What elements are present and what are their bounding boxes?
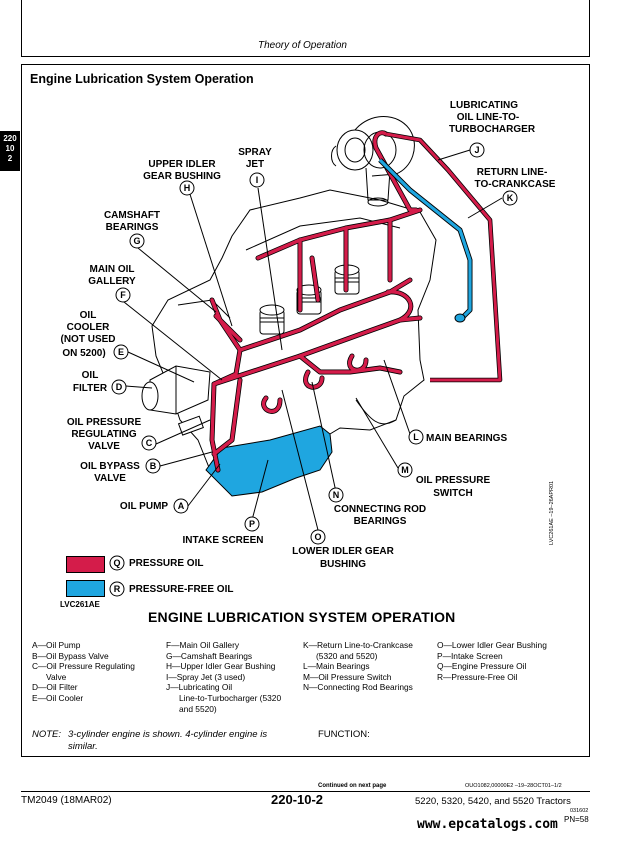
key-item: B—Oil Bypass Valve [32, 650, 109, 661]
label-g-line1: CAMSHAFT [103, 210, 161, 221]
footer-models: 5220, 5320, 5420, and 5520 Tractors [415, 796, 571, 807]
key-item: R—Pressure-Free Oil [437, 671, 518, 682]
label-i-line1: SPRAY [238, 147, 272, 158]
continued-notice: Continued on next page [318, 783, 387, 789]
label-l-line1: MAIN BEARINGS [426, 433, 508, 444]
label-e-line1: OIL [79, 310, 97, 321]
key-item: D—Oil Filter [32, 682, 78, 693]
key-item: I—Spray Jet (3 used) [166, 671, 246, 682]
return-line-fitting [455, 314, 465, 322]
note-text: 3-cylinder engine is shown. 4-cylinder engine is similar. [68, 729, 268, 752]
label-n-line1: CONNECTING ROD [333, 504, 427, 515]
label-m-line2: SWITCH [433, 488, 473, 499]
key-item: M—Oil Pressure Switch [303, 671, 392, 682]
callout-letter-a: A [177, 501, 185, 511]
note-label: NOTE: [32, 729, 62, 740]
callout-letter-i: I [255, 175, 259, 185]
key-item: F—Main Oil Gallery [166, 640, 240, 650]
figure-title: ENGINE LUBRICATION SYSTEM OPERATION [148, 609, 456, 625]
key-item: N—Connecting Rod Bearings [303, 682, 413, 693]
label-h-line2: GEAR BUSHING [143, 171, 221, 182]
function-label: FUNCTION: [318, 729, 370, 740]
key-item: E—Oil Cooler [32, 692, 84, 703]
label-b-line1: OIL BYPASS [80, 461, 140, 472]
callout-letter-c: C [145, 438, 153, 448]
box-title: Engine Lubrication System Operation [30, 72, 254, 86]
watermark-url[interactable]: www.epcatalogs.com [417, 817, 558, 832]
legend-q-label: PRESSURE OIL [129, 558, 204, 569]
key-item: H—Upper Idler Gear Bushing [166, 661, 276, 672]
label-o-line1: LOWER IDLER GEAR [292, 546, 394, 557]
key-item: Line-to-Turbocharger (5320 [179, 692, 282, 703]
callout-letter-e: E [117, 347, 125, 357]
legend-pressure-free-swatch [66, 580, 105, 597]
label-d-line2: FILTER [72, 383, 108, 394]
piston-1 [260, 305, 284, 334]
label-j-line3: TURBOCHARGER [448, 124, 536, 135]
callout-letter-h: H [183, 183, 191, 193]
label-n-line2: BEARINGS [353, 516, 407, 527]
callout-letter-f: F [120, 290, 126, 300]
callout-letter-p: P [248, 519, 256, 529]
reference-code: OUO1082,00000E2 –19–28OCT01–1/2 [465, 783, 562, 789]
figure-code: LVC261AE [60, 600, 100, 609]
callout-letter-k: K [506, 193, 514, 203]
vertical-figure-code: LVC261AE –19–26APR01 [549, 480, 555, 545]
label-e-line4: ON 5200) [62, 348, 106, 359]
key-column-3 [303, 640, 413, 693]
key-item: P—Intake Screen [437, 650, 503, 661]
key-item: O—Lower Idler Gear Bushing [437, 640, 547, 650]
label-p-line1: INTAKE SCREEN [182, 535, 264, 546]
tab-line-2: 10 [5, 144, 15, 153]
header-title: Theory of Operation [258, 40, 347, 51]
label-f-line1: MAIN OIL [89, 264, 135, 275]
label-c-line2: REGULATING [71, 429, 137, 440]
legend-pressure-swatch [66, 556, 105, 573]
label-m-line1: OIL PRESSURE [415, 475, 491, 486]
key-item: J—Lubricating Oil [166, 682, 233, 693]
key-column-4 [437, 640, 547, 682]
label-b-line2: VALVE [94, 473, 126, 484]
label-j-line2: OIL LINE-TO- [456, 112, 520, 123]
tab-line-3: 2 [7, 154, 13, 163]
key-item: and 5520) [179, 703, 217, 714]
callout-letter-q: Q [113, 558, 121, 568]
label-f-line2: GALLERY [88, 276, 136, 287]
label-c-line3: VALVE [88, 441, 120, 452]
key-item: Q—Engine Pressure Oil [437, 661, 527, 672]
key-item: K—Return Line-to-Crankcase [303, 640, 413, 650]
label-d-line1: OIL [81, 370, 99, 381]
label-e-line3: (NOT USED [60, 334, 116, 345]
oil-sump-fill [206, 426, 332, 496]
leader-lines [124, 150, 502, 530]
label-a-line1: OIL PUMP [119, 501, 169, 512]
callout-letter-l: L [413, 432, 419, 442]
tab-line-1: 220 [3, 134, 17, 143]
label-e-line2: COOLER [66, 322, 110, 333]
key-item: A—Oil Pump [32, 640, 81, 650]
label-k-line1: RETURN LINE- [476, 167, 548, 178]
label-j-line1: LUBRICATING [449, 100, 519, 111]
key-item: L—Main Bearings [303, 661, 370, 672]
callout-letter-r: R [113, 584, 121, 594]
label-c-line1: OIL PRESSURE [66, 417, 142, 428]
callout-letter-n: N [332, 490, 340, 500]
callout-letter-g: G [133, 236, 141, 246]
callout-labels [61, 100, 556, 595]
callout-letter-o: O [314, 532, 322, 542]
label-i-line2: JET [245, 159, 265, 170]
label-g-line2: BEARINGS [105, 222, 159, 233]
callout-letter-j: J [474, 145, 480, 155]
footer-manual-id: TM2049 (18MAR02) [21, 795, 112, 806]
label-k-line2: TO-CRANKCASE [474, 179, 556, 190]
key-item: Valve [46, 671, 67, 682]
label-o-line2: BUSHING [319, 559, 367, 570]
key-item: (5320 and 5520) [316, 650, 378, 661]
footer-pn: PN=58 [564, 815, 589, 824]
key-item: G—Camshaft Bearings [166, 650, 253, 661]
key-column-1 [32, 640, 135, 704]
key-column-2 [166, 640, 281, 714]
key-item: C—Oil Pressure Regulating [32, 661, 135, 672]
footer-page-number: 220-10-2 [271, 792, 324, 807]
callout-letter-m: M [401, 465, 409, 475]
callout-letter-b: B [149, 461, 157, 471]
footer-date-code: 031602 [570, 808, 589, 814]
label-h-line1: UPPER IDLER [148, 159, 216, 170]
callout-letter-d: D [115, 382, 123, 392]
legend-r-label: PRESSURE-FREE OIL [129, 584, 234, 595]
